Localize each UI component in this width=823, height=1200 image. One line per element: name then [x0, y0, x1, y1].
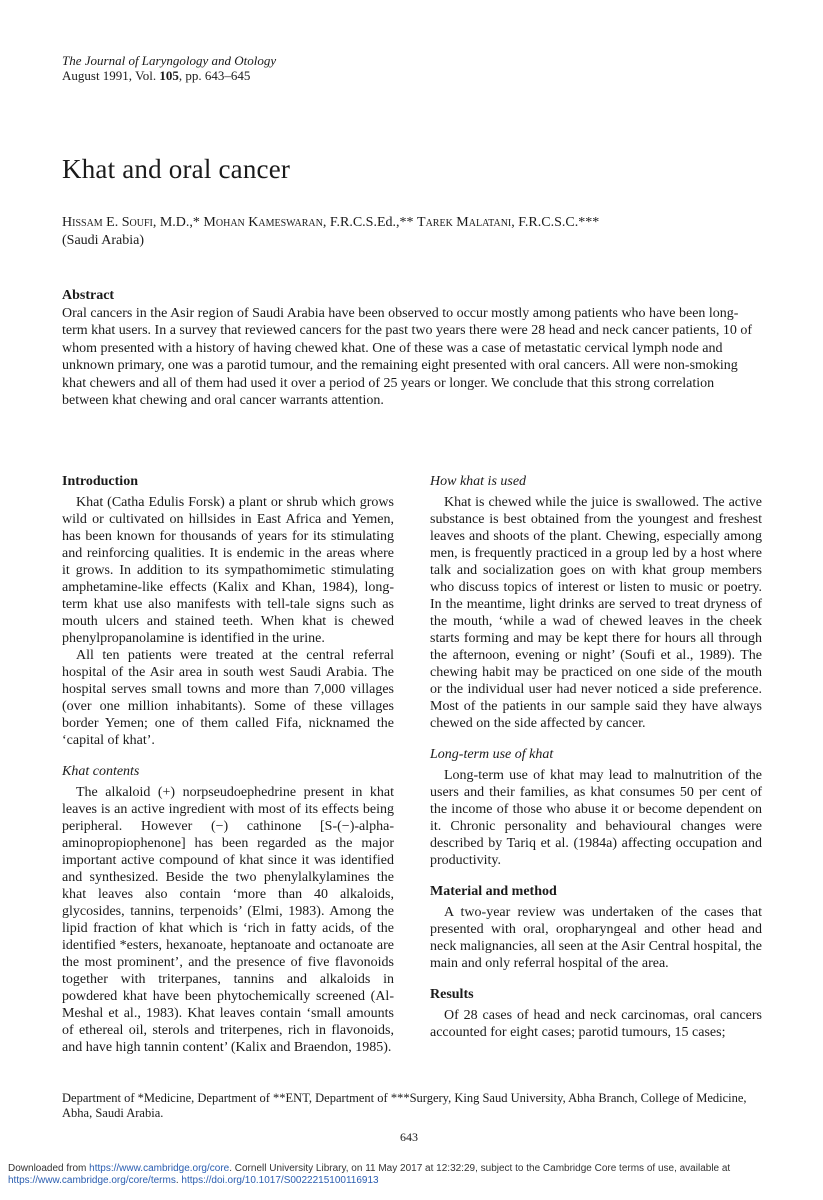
material-method-paragraph: A two-year review was undertaken of the cases that presented with oral, oropharyngeal and other head and neck malignancies, all seen at the Asir Central hospital, the main and only referral hospital of the area. — [430, 905, 762, 971]
abstract-text: Oral cancers in the Asir region of Saudi Arabia have been observed to occur mostly among patients who have been long-term khat users. In a survey that reviewed cancers for the past two years there were 28 head and neck cancer patients, 10 of whom presented with a history of having chewed khat. One of these was a case of metastatic cervical lymph node and unknown primary, one was a parotid tumour, and the remaining eight presented with oral cancers. All were non-smoking khat chewers and all of them had used it over a period of 25 years or longer. We conclude that this strong correlation between khat chewing and oral cancer warrants attention. — [62, 305, 752, 408]
right-column — [430, 473, 762, 1041]
khat-contents-heading: Khat contents — [62, 764, 140, 779]
long-term-use-heading: Long-term use of khat — [430, 747, 554, 762]
left-column — [62, 473, 394, 1056]
doi-link[interactable]: https://doi.org/10.1017/S0022215100116913 — [181, 1175, 379, 1186]
abstract-heading: Abstract — [62, 288, 115, 303]
download-middle: . Cornell University Library, on 11 May 2017 at 12:32:29, subject to the Cambridge Core terms of use, available at — [229, 1163, 731, 1174]
author-credentials: , F.R.C.S.Ed.,** — [322, 215, 418, 230]
results-paragraph: Of 28 cases of head and neck carcinomas, oral cancers accounted for eight cases; parotid tumours, 15 cases; — [430, 1008, 762, 1040]
terms-link[interactable]: https://www.cambridge.org/core/terms — [8, 1175, 176, 1186]
affiliation-footnote: Department of *Medicine, Department of **ENT, Department of ***Surgery, King Saud University, Abha Branch, College of Medicine, Abha, Saudi Arabia. — [62, 1091, 747, 1120]
how-khat-used-heading: How khat is used — [430, 474, 527, 489]
author-credentials: , F.R.C.S.C.*** — [511, 215, 600, 230]
abstract-section — [62, 287, 762, 410]
journal-name: The Journal of Laryngology and Otology — [62, 53, 277, 68]
separator: . — [175, 1175, 182, 1186]
author-country: (Saudi Arabia) — [62, 233, 145, 248]
how-khat-used-paragraph: Khat is chewed while the juice is swallowed. The active substance is best obtained from the youngest and freshest leaves and shoots of the plant. Chewing, especially among men, is frequently practiced in a group led by a host where talk and socialization goes on with khat group members who discuss topics of interest or listen to music or poetry. In the meantime, light drinks are served to treat dryness of the mouth, ‘while a wad of chewed leaves in the cheek starts forming and may be kept there for hours all through the afternoon, evening or night’ (Soufi et al., 1989). The chewing habit may be practiced on one side of the mouth or the individual user had never noticed a side preference. Most of the patients in our sample said they have always chewed on the side affected by cancer. — [430, 495, 762, 731]
author-name: Hissam E. Soufi — [62, 215, 153, 230]
khat-contents-paragraph: The alkaloid (+) norpseudoephedrine present in khat leaves is an active ingredient with most of its effects being peripheral. However (−) cathinone [S-(−)-alpha-aminopropiophenone] has been regarded as the major important active compound of khat since it was identified and synthesized. Beside the two phenylalkylamines the khat leaves also contain ‘more than 40 alkaloids, glycosides, tannins, terpenoids’ (Elmi, 1983). Among the lipid fraction of khat which is ‘rich in fatty acids, of the identified *esters, hexanoate, heptanoate and octanoate are the most prominent’, and the presence of five flavonoids together with triterpanes, tannins and alkaloids in powdered khat have been phytochemically screened (Al-Meshal et al., 1983). Khat leaves contain ‘small amounts of ethereal oil, sterols and triterpenes, rich in flavonoids, and have high tannin content’ (Kalix and Braendon, 1985). — [62, 785, 394, 1055]
cambridge-core-link[interactable]: https://www.cambridge.org/core — [89, 1163, 230, 1174]
introduction-paragraph: Khat (Catha Edulis Forsk) a plant or shrub which grows wild or cultivated on hillsides in East Africa and Yemen, has been known for thousands of years for its stimulating and reinforcing qualities. It is endemic in the areas where it grows. In addition to its sympathomimetic stimulating amphetamine-like effects (Kalix and Khan, 1984), long-term khat use also manifests with tell-tale signs such as mouth ulcers and stained teeth. When khat is chewed phenylpropanolamine is identified in the urine. — [62, 495, 394, 646]
author-list — [62, 214, 762, 250]
download-notice — [8, 1163, 808, 1187]
material-method-heading: Material and method — [430, 884, 557, 899]
download-prefix: Downloaded from — [8, 1163, 90, 1174]
journal-header — [62, 53, 276, 83]
introduction-paragraph: All ten patients were treated at the central referral hospital of the Asir area in south west Saudi Arabia. The hospital serves small towns and more than 7,000 villages (over one million inhabitants). Some of these villages border Yemen; one of them called Fifa, nicknamed the ‘capital of khat’. — [62, 648, 394, 748]
results-heading: Results — [430, 987, 474, 1002]
article-title: Khat and oral cancer — [62, 154, 291, 184]
author-credentials: , M.D.,* — [152, 215, 204, 230]
author-name: Tarek Malatani — [417, 215, 512, 230]
introduction-heading: Introduction — [62, 474, 138, 489]
long-term-use-paragraph: Long-term use of khat may lead to malnutrition of the users and their families, as khat consumes 50 per cent of the income of those who abuse it or become dependent on it. Chronic personality and behavioural changes were described by Tariq et al. (1984a) affecting occupation and productivity. — [430, 768, 762, 868]
volume-number: 105 — [159, 68, 179, 83]
author-name: Mohan Kameswaran — [203, 215, 323, 230]
page-number: 643 — [400, 1130, 418, 1144]
issue-prefix: August 1991, Vol. — [62, 68, 157, 83]
page-range: , pp. 643–645 — [178, 68, 251, 83]
